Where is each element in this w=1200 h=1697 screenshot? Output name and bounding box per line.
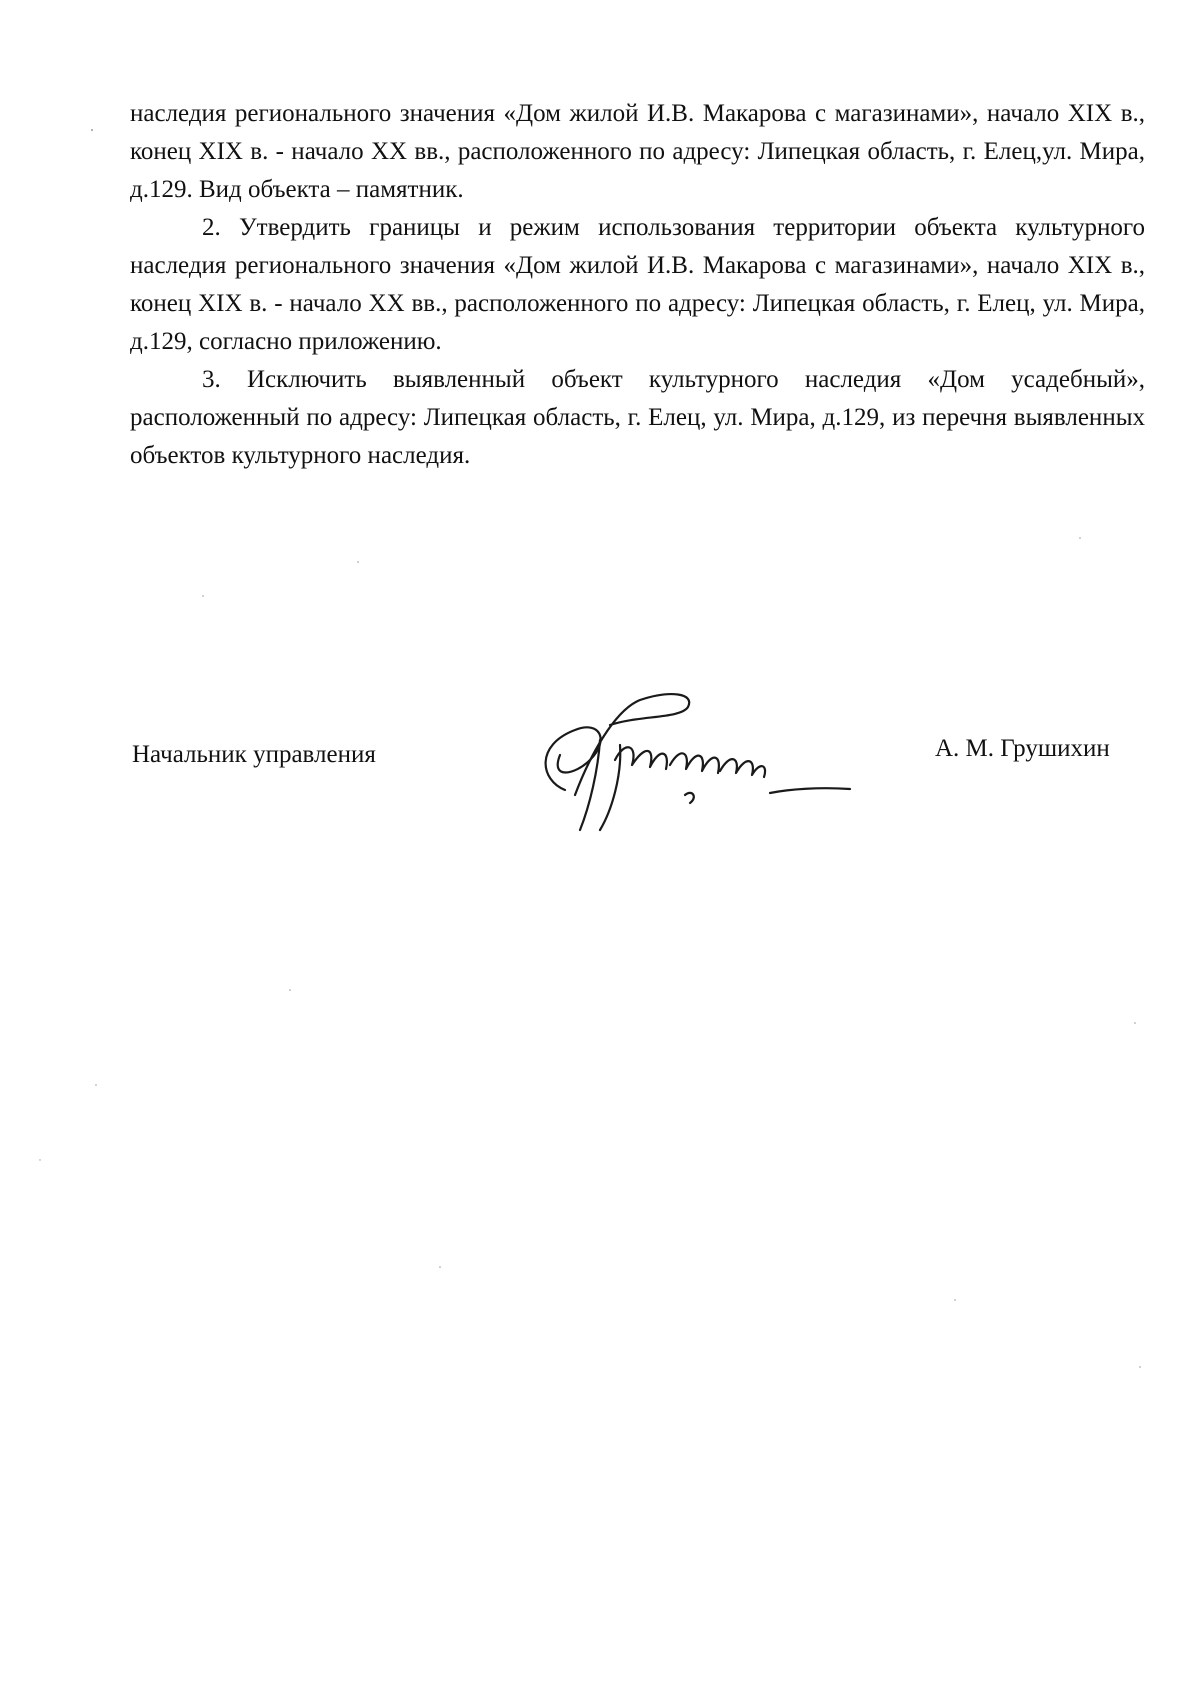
paragraph-item-3: 3. Исключить выявленный объект культурного наследия «Дом усадебный», расположенный по адресу: Липецкая область, г. Елец, ул. Мира, д.129, из перечня выявленных объектов культурного наследия. xyxy=(130,366,1145,469)
paragraph-item-2: 2. Утвердить границы и режим использования территории объекта культурного наследия регионального значения «Дом жилой И.В. Макарова с магазинами», начало XIX в., конец XIX в. - начало XX вв., расположенного по адресу: Липецкая область, г. Елец, ул. Мира, д.129, согласно приложению. xyxy=(130,214,1145,355)
signer-position-title: Начальник управления xyxy=(132,741,376,768)
signer-name: А. М. Грушихин xyxy=(935,735,1110,762)
paragraph-intro-continuation: наследия регионального значения «Дом жилой И.В. Макарова с магазинами», начало XIX в., конец XIX в. - начало XX вв., расположенного по адресу: Липецкая область, г. Елец,ул. Мира, д.129. Вид объекта – памятник. xyxy=(130,100,1145,203)
